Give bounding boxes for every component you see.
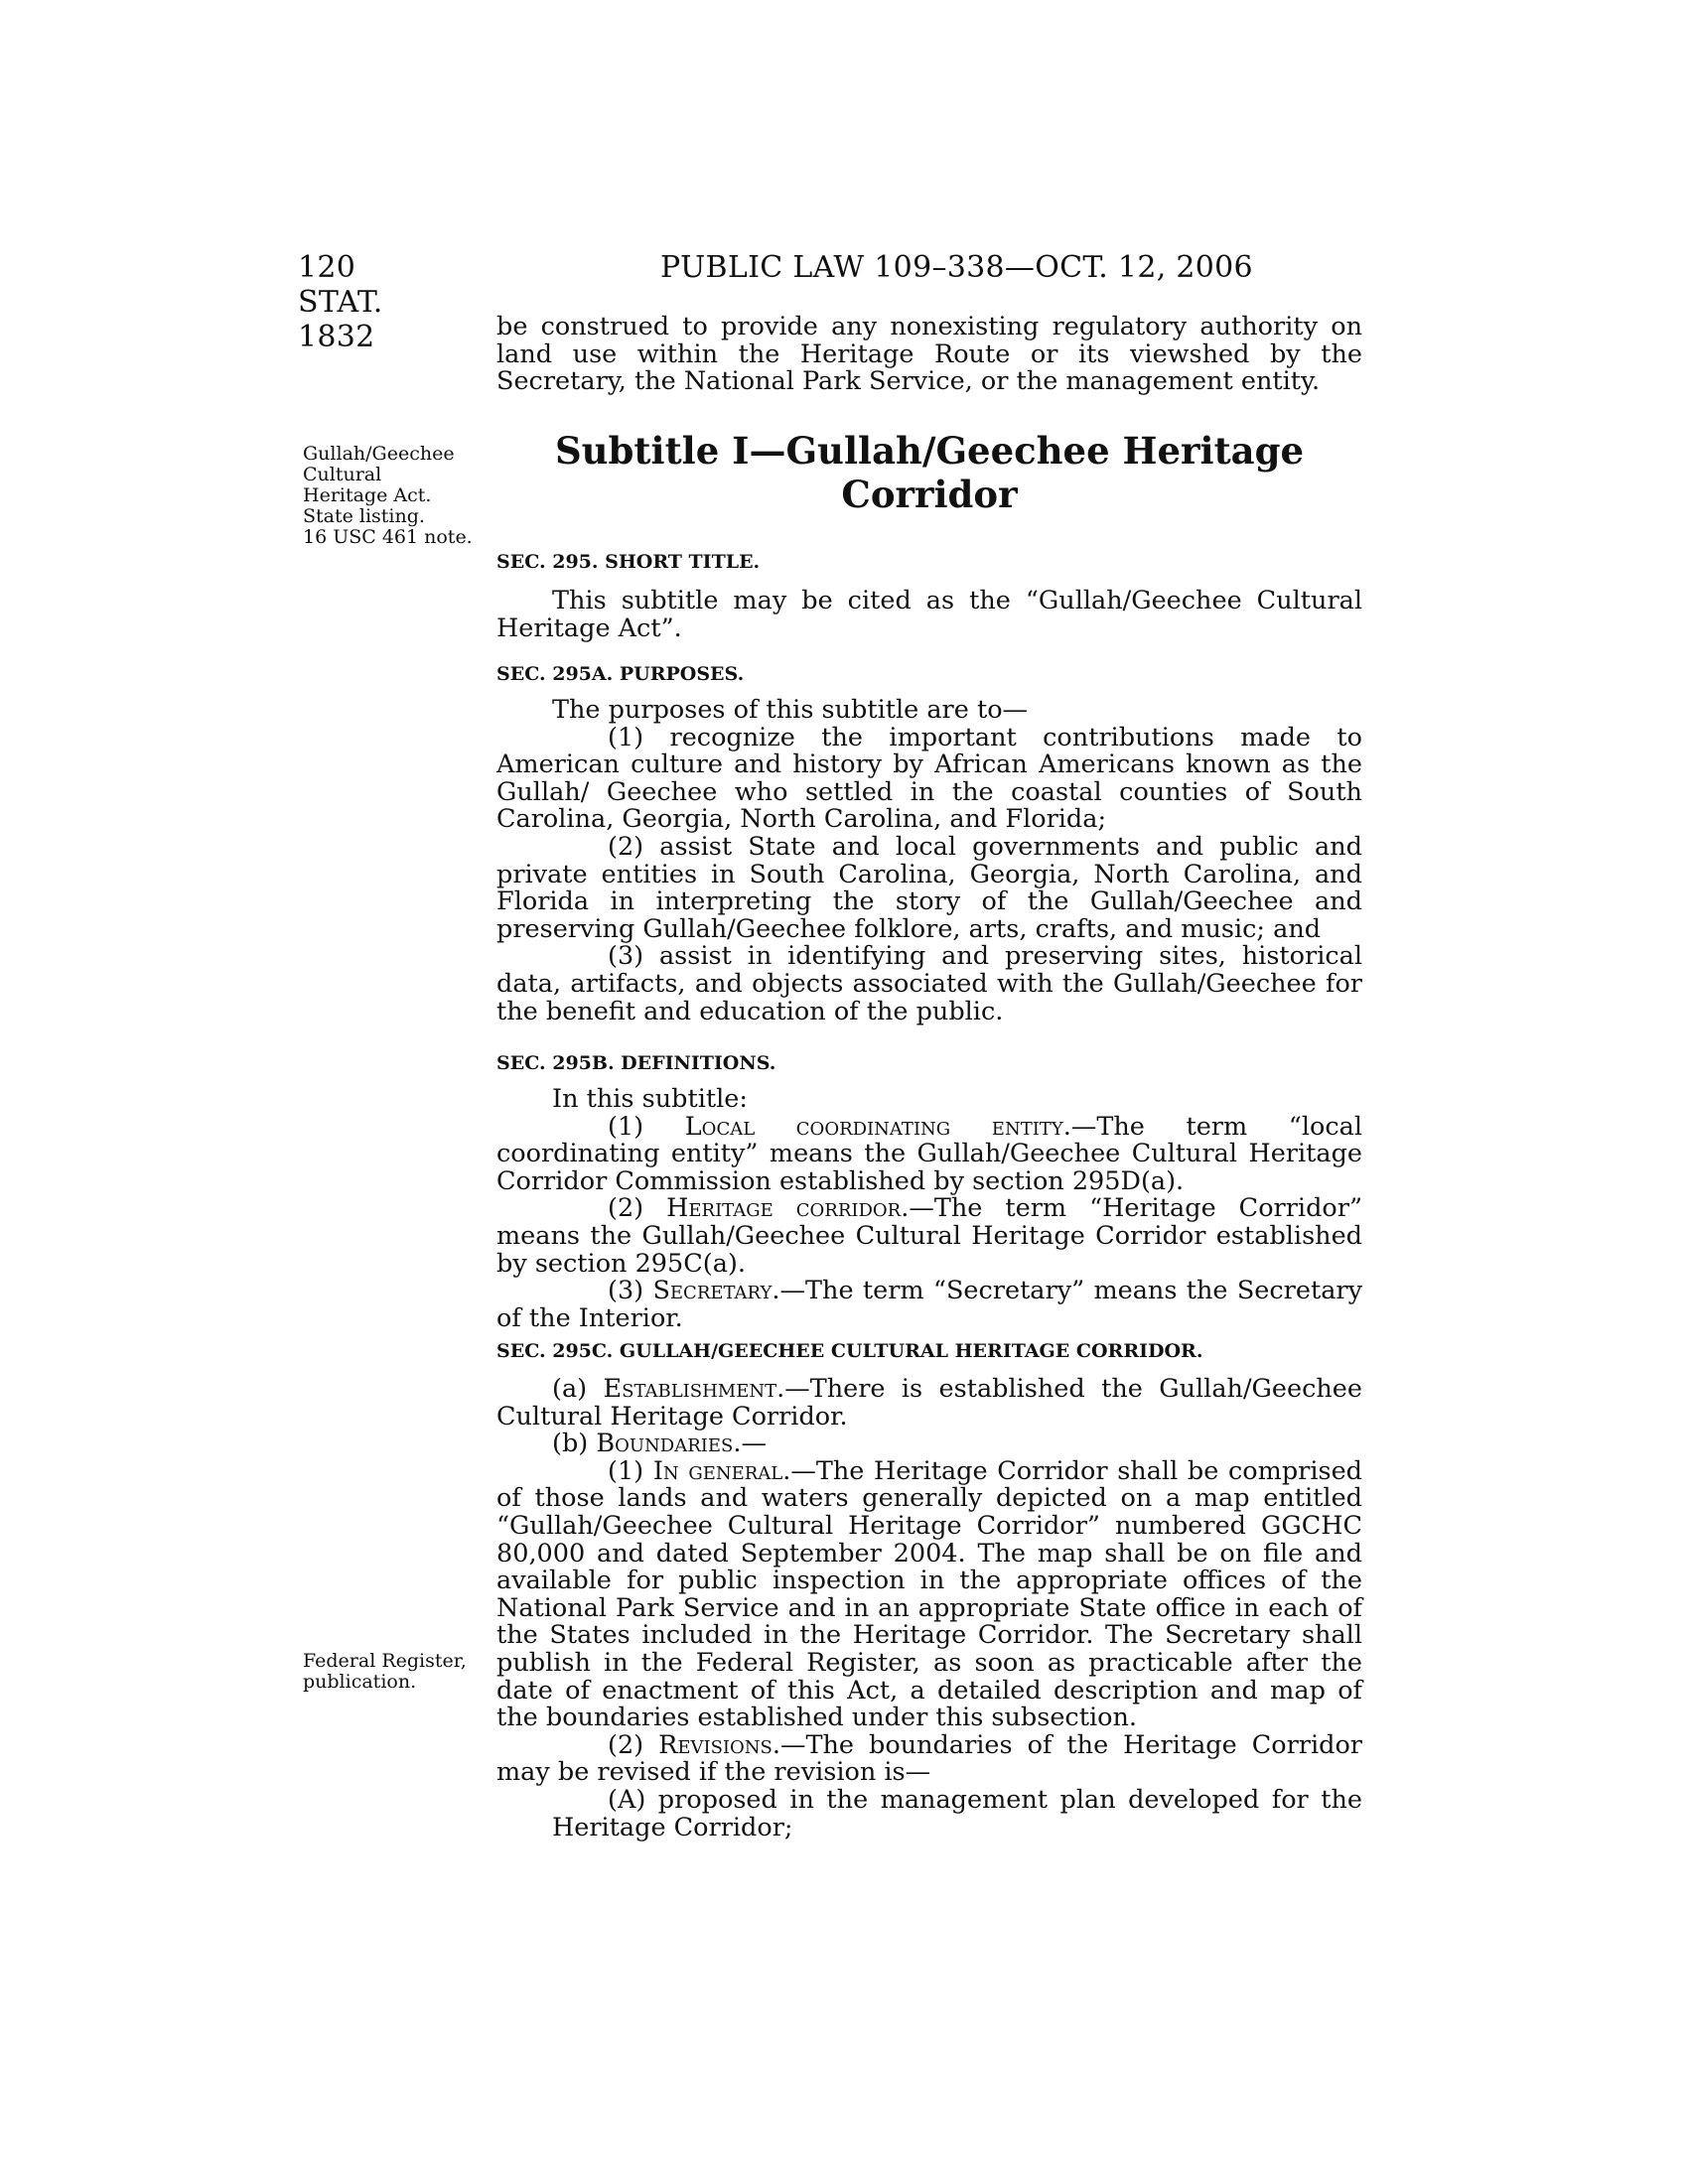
section-295a-body: The purposes of this subtitle are to— (1) recognize the important contributions made to American culture and history by African Americans known as the Gullah/ Geechee who settled in the coastal counties of South Carolina, Georgia, North Carolina, and Florida; (2) assist State and local governments and public and private entities in South Carolina, Georgia, North Carolina, and Florida in interpreting the story of the Gullah/Geechee and preserving Gullah/Geechee folklore, arts, crafts, and music; and (3) assist in identifying and preserving sites, historical data, artifacts, and objects associated with the Gullah/Geechee for the benefit and education of the public. <box>496 695 1362 1026</box>
section-heading-295c: SEC. 295C. GULLAH/GEECHEE CULTURAL HERITAGE CORRIDOR. <box>496 1340 1203 1362</box>
definition-item: (3) Secretary.—The term “Secretary” means the Secretary of the Interior. <box>496 1276 1362 1333</box>
page-reference: 120 STAT. 1832 <box>298 250 383 354</box>
definition-item: (2) Heritage corridor.—The term “Heritage Corridor” means the Gullah/Geechee Cultural Heritage Corridor established by section 295C(a). <box>496 1193 1362 1279</box>
purpose-item: (2) assist State and local governments and public and private entities in South Carolina, Georgia, North Carolina, and Florida in interpreting the story of the Gullah/Geechee and preserving Gullah/Geechee folklore, arts, crafts, and music; and <box>496 831 1362 944</box>
purpose-item: (1) recognize the important contributions made to American culture and history by African Americans known as the Gullah/ Geechee who settled in the coastal counties of South Carolina, Georgia, North Carolina, and Florida; <box>496 722 1362 835</box>
section-heading-295b: SEC. 295B. DEFINITIONS. <box>496 1052 776 1074</box>
section-heading-295: SEC. 295. SHORT TITLE. <box>496 551 761 573</box>
public-law-reference: PUBLIC LAW 109–338—OCT. 12, 2006 <box>660 250 1253 285</box>
purpose-item: (3) assist in identifying and preserving sites, historical data, artifacts, and objects associated with the Gullah/Geechee for the benefit and education of the public. <box>496 941 1362 1026</box>
subtitle-heading: Subtitle I—Gullah/Geechee Heritage Corridor <box>554 429 1305 516</box>
section-heading-295a: SEC. 295A. PURPOSES. <box>496 663 745 685</box>
margin-note-short-title: Gullah/Geechee Cultural Heritage Act. State listing. 16 USC 461 note. <box>303 443 473 548</box>
definition-item: (1) Local coordinating entity.—The term “local coordinating entity” means the Gullah/Geechee Cultural Heritage Corridor Commission established by section 295D(a). <box>496 1111 1362 1196</box>
section-295b-body: In this subtitle: (1) Local coordinating entity.—The term “local coordinating entity” means the Gullah/Geechee Cultural Heritage Corridor Commission established by section 295D(a). (2) Heritage corridor.—The term “Heritage Corridor” means the Gullah/Geechee Cultural Heritage Corridor established by section 295C(a). (3) Secretary.—The term “Secretary” means the Secretary of the Interior. <box>496 1084 1362 1333</box>
margin-note-federal-register: Federal Register, publication. <box>303 1650 467 1693</box>
continued-paragraph: be construed to provide any nonexisting regulatory authority on land use within the Heritage Route or its viewshed by the Secretary, the National Park Service, or the management entity. <box>496 312 1362 397</box>
section-295c-body: (a) Establishment.—There is established the Gullah/Geechee Cultural Heritage Corridor. (b) Boundaries.— (1) In general.—The Heritage Corridor shall be comprised of those lands and waters generally depicted on a map entitled “Gullah/Geechee Cultural Heritage Corridor” numbered GGCHC 80,000 and dated September 2004. The map shall be on file and available for public inspection in the appropriate offices of the National Park Service and in an appropriate State office in each of the States included in the Heritage Corridor. The Secretary shall publish in the Federal Register, as soon as practicable after the date of enactment of this Act, a detailed description and map of the boundaries established under this subsection. (2) Revisions.—The boundaries of the Heritage Corridor may be revised if the revision is— (A) proposed in the management plan developed for the Heritage Corridor; <box>496 1374 1362 1843</box>
section-295-body: This subtitle may be cited as the “Gullah/Geechee Cultural Heritage Act”. <box>496 586 1362 643</box>
